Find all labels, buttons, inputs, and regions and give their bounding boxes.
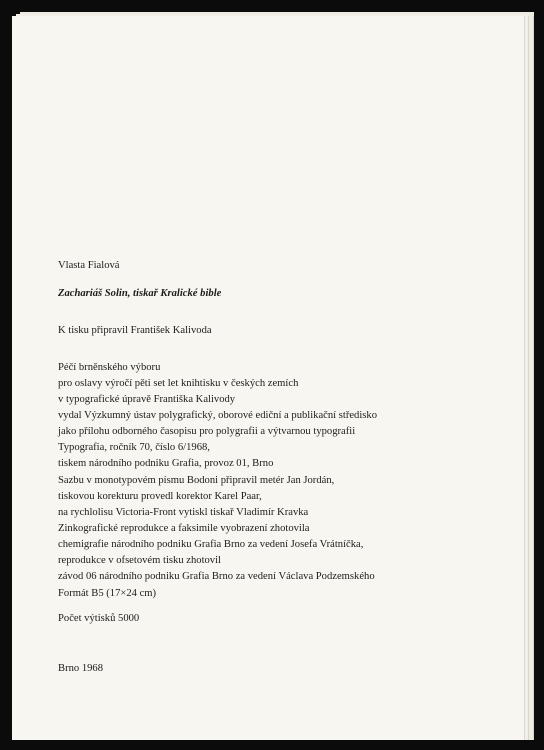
publisher-line: pro oslavy výročí pěti set let knihtisku v českých zemích xyxy=(58,378,299,389)
author-name: Vlasta Fialová xyxy=(58,260,120,271)
prepared-by: K tisku připravil František Kalivoda xyxy=(58,325,212,336)
place-year: Brno 1968 xyxy=(58,663,104,674)
typesetting-line: tiskovou korekturu provedl korektor Karel Paar, xyxy=(58,491,262,502)
page-edge xyxy=(533,16,534,740)
publisher-line: vydal Výzkumný ústav polygrafický, oborové ediční a publikační středisko xyxy=(58,410,378,421)
reproduction-line: reprodukce v ofsetovém tisku zhotovil xyxy=(58,555,221,566)
publisher-line: tiskem národního podniku Grafia, provoz 01, Brno xyxy=(58,458,274,469)
page-edge xyxy=(528,16,529,740)
publisher-line: jako přílohu odborného časopisu pro polygrafii a výtvarnou typografii xyxy=(58,426,356,437)
publisher-line: v typografické úpravě Františka Kalivody xyxy=(58,394,236,405)
reproduction-line: závod 06 národního podniku Grafia Brno za vedení Václava Podzemského xyxy=(58,571,375,582)
format-info: Formát B5 (17×24 cm) xyxy=(58,588,157,599)
reproduction-line: Zinkografické reprodukce a faksimile vyobrazení zhotovila xyxy=(58,523,310,534)
book-title: Zachariáš Solin, tiskař Kralické bible xyxy=(58,288,222,299)
typesetting-line: Sazbu v monotypovém písmu Bodoni připravil metér Jan Jordán, xyxy=(58,475,335,486)
publisher-line: Typografia, ročník 70, číslo 6/1968, xyxy=(58,442,210,453)
publisher-line: Péčí brněnského výboru xyxy=(58,362,161,373)
reproduction-line: chemigrafie národního podniku Grafia Brno za vedení Josefa Vrátníčka, xyxy=(58,539,364,550)
print-run: Počet výtisků 5000 xyxy=(58,613,140,624)
publisher-block xyxy=(58,360,377,472)
typesetting-block xyxy=(58,473,334,521)
typesetting-line: na rychlolisu Victoria-Front vytiskl tiskař Vladimír Kravka xyxy=(58,507,309,518)
reproduction-block xyxy=(58,521,375,585)
